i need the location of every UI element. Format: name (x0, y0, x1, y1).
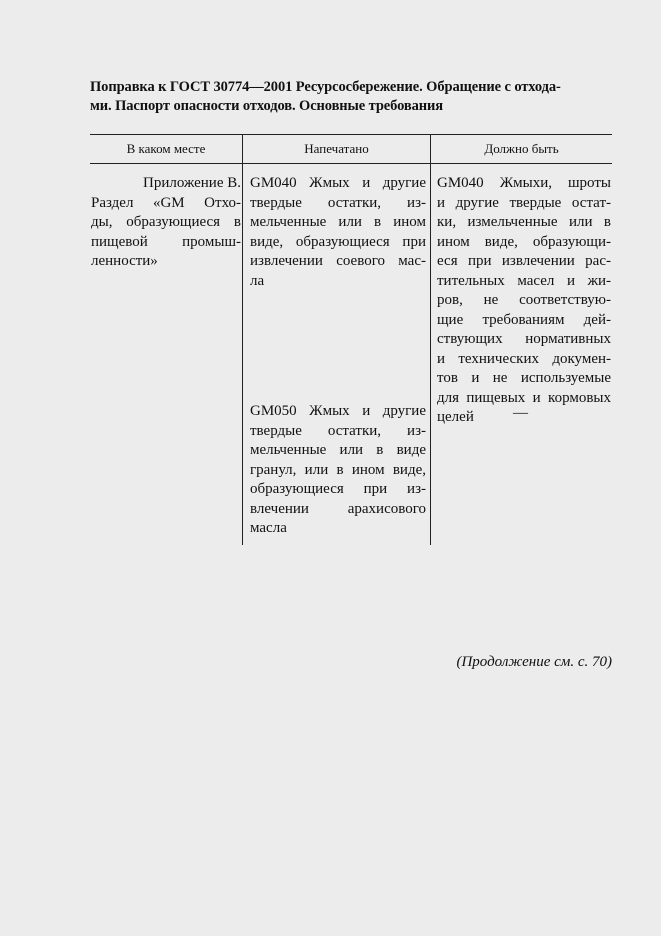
cell-line: мельченные или в виде (250, 442, 426, 458)
cell-line: ров, не соответствую- (437, 292, 611, 308)
cell-line: GM050 Жмых и другие (250, 403, 426, 419)
table-top-rule (90, 134, 612, 135)
column-divider (430, 134, 431, 545)
title-line: Поправка к ГОСТ 30774—2001 Ресурсосбережение. Обращение с отхода- (90, 79, 561, 95)
cell-line: Приложение В. (142, 175, 241, 191)
cell-line: гранул, или в ином виде, (250, 461, 426, 478)
cell-line: еся при извлечении рас- (437, 253, 611, 269)
cell-line: влечении арахисового (250, 500, 426, 517)
cell-line: ствующих нормативных (437, 331, 611, 347)
cell-line: ином виде, образующи- (437, 233, 611, 250)
cell-should-be-gm050-dash: — (513, 405, 528, 421)
column-divider (242, 134, 243, 545)
cell-line: твердые остатки, из- (250, 422, 426, 439)
cell-line: масла (250, 520, 287, 536)
cell-line: GM040 Жмых и другие (250, 175, 426, 191)
cell-line: Раздел «GM Отхо- (91, 194, 241, 211)
cell-place (91, 174, 241, 272)
cell-line: и технических докумен- (437, 350, 611, 367)
cell-line: целей (437, 409, 474, 425)
cell-line: пищевой промыш- (91, 233, 241, 250)
cell-line: и другие твердые остат- (437, 194, 611, 211)
cell-line: ленности» (91, 253, 158, 269)
cell-printed-gm040 (250, 174, 426, 291)
continuation-note: (Продолжение см. с. 70) (456, 654, 612, 670)
title-line: ми. Паспорт опасности отходов. Основные требования (90, 98, 444, 114)
cell-should-be-gm040 (437, 174, 611, 428)
cell-printed-gm050 (250, 402, 426, 539)
cell-line: ки, измельченные или в (437, 214, 611, 230)
cell-line: щие требованиям дей- (437, 311, 611, 328)
cell-line: для пищевых и кормовых (437, 389, 611, 406)
table-header-rule (90, 163, 612, 164)
column-header-should-be: Должно быть (484, 141, 559, 156)
column-header-place: В каком месте (126, 141, 206, 156)
cell-line: извлечении соевого мас- (250, 253, 426, 269)
cell-line: тов и не используемые (437, 370, 611, 386)
cell-line: ды, образующиеся в (91, 214, 241, 230)
cell-line: мельченные или в ином (250, 214, 426, 230)
column-header-printed: Напечатано (304, 141, 369, 156)
cell-line: тительных масел и жи- (437, 272, 611, 289)
document-title (90, 78, 612, 116)
cell-line: ла (250, 272, 265, 289)
cell-line: образующиеся при из- (250, 481, 426, 497)
cell-line: GM040 Жмыхи, шроты (437, 175, 611, 191)
cell-line: твердые остатки, из- (250, 194, 426, 211)
cell-line: виде, образующиеся при (250, 233, 426, 250)
